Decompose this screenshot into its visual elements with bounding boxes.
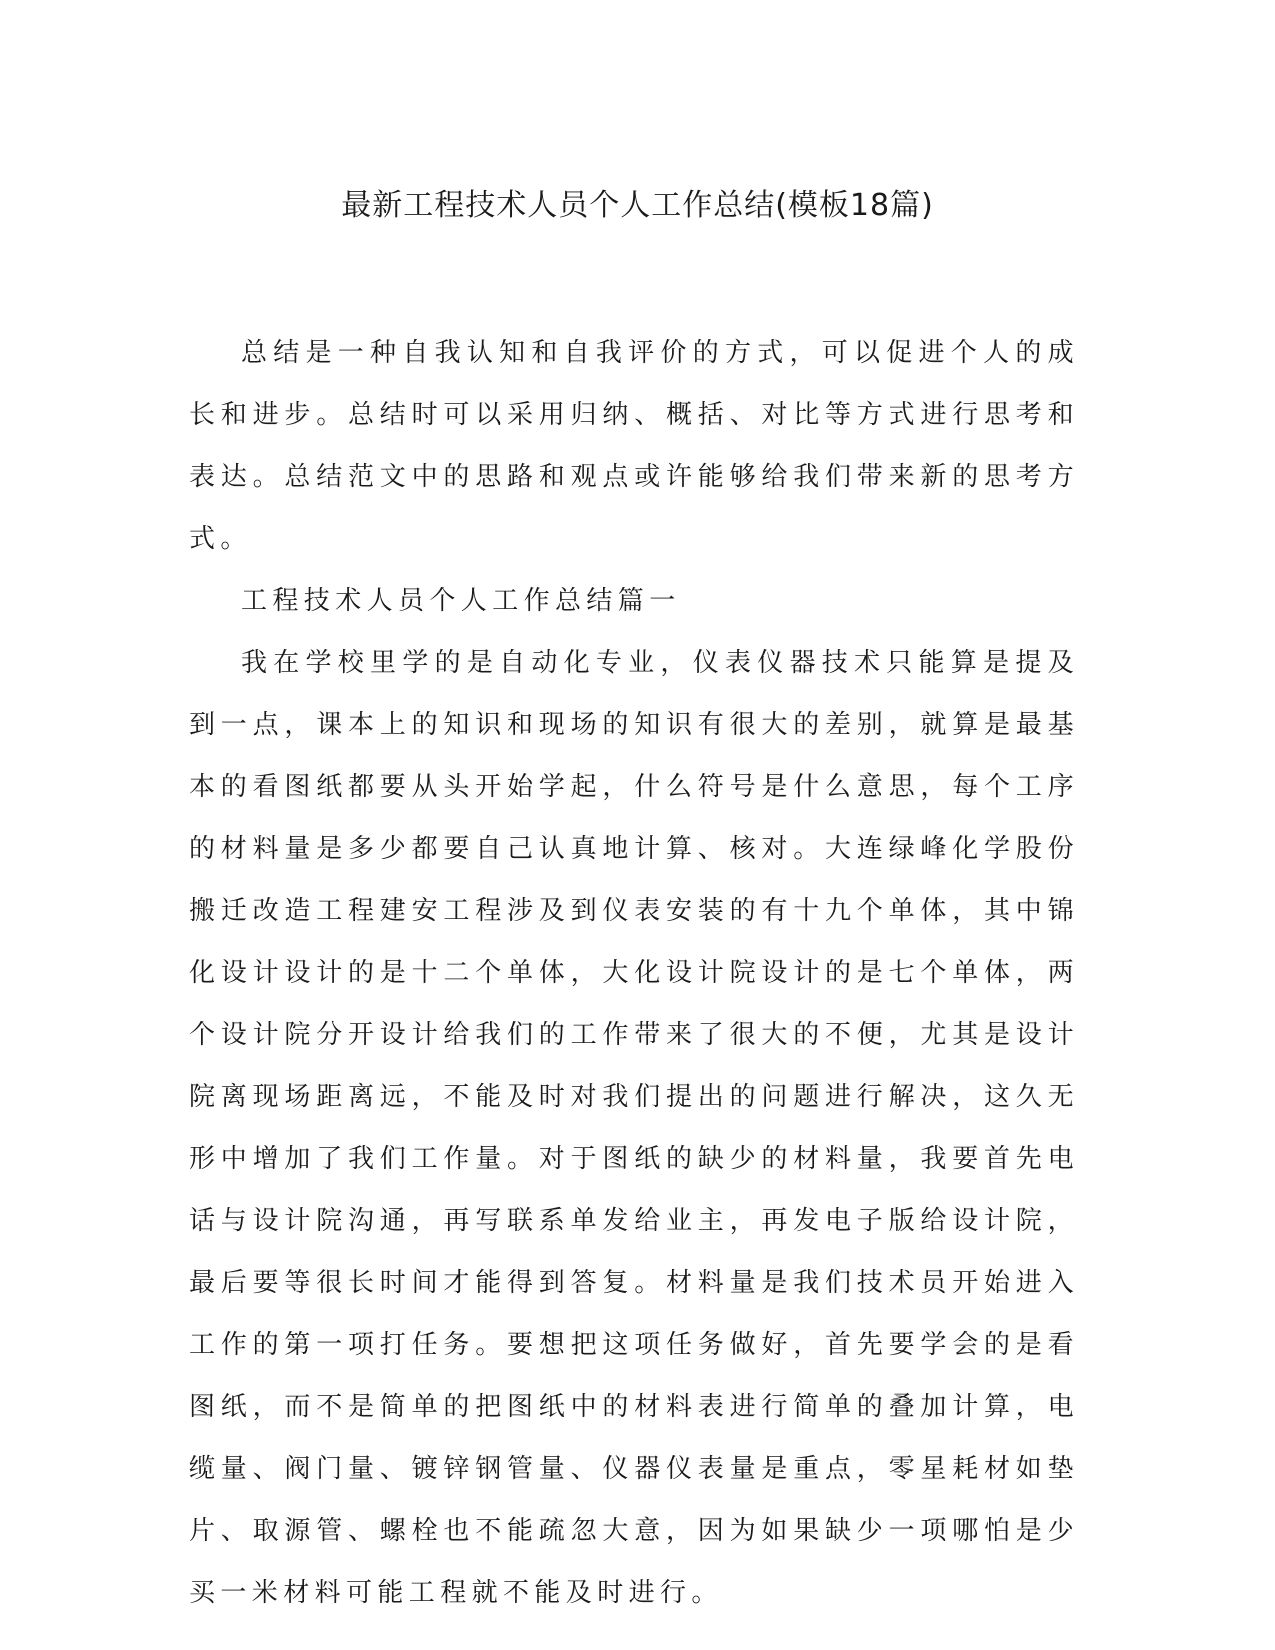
intro-paragraph: 总结是一种自我认知和自我评价的方式，可以促进个人的成长和进步。总结时可以采用归纳、概括、对比等方式进行思考和表达。总结范文中的思路和观点或许能够给我们带来新的思考方式。: [189, 338, 1079, 554]
document-title: 最新工程技术人员个人工作总结(模板18篇): [341, 188, 934, 223]
document-body: [189, 322, 1079, 1624]
section-heading: 工程技术人员个人工作总结篇一: [241, 586, 681, 616]
body-paragraph: 我在学校里学的是自动化专业，仪表仪器技术只能算是提及到一点，课本上的知识和现场的知识有很大的差别，就算是最基本的看图纸都要从头开始学起，什么符号是什么意思，每个工序的材料量是多少都要自己认真地计算、核对。大连绿峰化学股份搬迁改造工程建安工程涉及到仪表安装的有十九个单体，其中锦化设计设计的是十二个单体，大化设计院设计的是七个单体，两个设计院分开设计给我们的工作带来了很大的不便，尤其是设计院离现场距离远，不能及时对我们提出的问题进行解决，这久无形中增加了我们工作量。对于图纸的缺少的材料量，我要首先电话与设计院沟通，再写联系单发给业主，再发电子版给设计院，最后要等很长时间才能得到答复。材料量是我们技术员开始进入工作的第一项打任务。要想把这项任务做好，首先要学会的是看图纸，而不是简单的把图纸中的材料表进行简单的叠加计算，电缆量、阀门量、镀锌钢管量、仪器仪表量是重点，零星耗材如垫片、取源管、螺栓也不能疏忽大意，因为如果缺少一项哪怕是少买一米材料可能工程就不能及时进行。: [189, 648, 1079, 1608]
